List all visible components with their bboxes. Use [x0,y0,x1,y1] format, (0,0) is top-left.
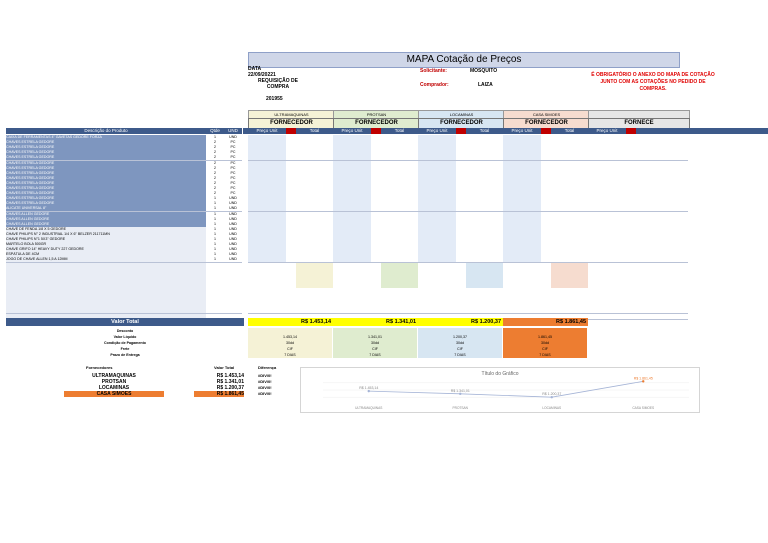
item-und: UND [224,201,242,207]
item-description: CHAVES ESTRELA GEDORE [6,176,206,182]
price-cell [588,314,688,320]
item-qtde: 2 [206,186,224,192]
item-und: UND [224,242,242,248]
item-qtde: 2 [206,155,224,161]
item-qtde: 1 [206,242,224,248]
item-description: CHAVES ESTRELA GEDORE [6,186,206,192]
item-und: UND [224,252,242,258]
item-und: UND [224,232,242,238]
item-qtde: 1 [206,135,224,141]
item-description: CHAVES ALLEN GEDORE [6,222,206,228]
supplier-total-value: R$ 1.200,37 [418,318,503,326]
supplier-name: CASA SIMOES [503,110,590,119]
condition-value: CIF [418,346,502,353]
item-qtde: 1 [206,257,224,263]
item-und: PC [224,140,242,146]
item-und: UND [224,222,242,228]
item-description: CHAVES ESTRELA GEDORE [6,171,206,177]
chart-panel [300,367,700,413]
condition-value: 1.200,37 [418,334,502,341]
item-description: CHAVES ESTRELA GEDORE [6,155,206,161]
summary-value: R$ 1.453,14 [194,373,244,379]
summary-value: R$ 1.861,45 [194,391,244,397]
col-total: Total [381,128,419,134]
comprador-value: LAIZA [478,82,493,88]
condition-value: 1.861,45 [503,334,587,341]
supplier-total-value: R$ 1.453,14 [248,318,333,326]
column-header-bar [6,128,768,134]
chart-x-tick-label: LOCAMINAS [542,406,562,410]
item-und: PC [224,171,242,177]
col-preco-unit: Preço Unit [333,128,372,134]
chart-x-tick-label: PROTSAN [452,406,468,410]
item-description: CHAVES ESTRELA GEDORE [6,145,206,151]
item-qtde: 2 [206,140,224,146]
condition-value: 30dd [503,340,587,347]
item-und: UND [224,206,242,212]
item-qtde: 1 [206,227,224,233]
condition-value: CIF [503,346,587,353]
comprador-label: Comprador: [420,82,449,88]
item-und: UND [224,237,242,243]
item-qtde: 1 [206,222,224,228]
chart-title: Título do Gráfico [481,371,519,377]
condition-value: 7 DIAS [418,352,502,359]
supplier-label: FORNECEDOR [333,118,420,129]
item-qtde: 2 [206,150,224,156]
item-und: PC [224,145,242,151]
chart-series-line [369,381,644,397]
item-description: CHAVE DE FENDA 1/8 X 5 GEDORE [6,227,206,233]
supplier-total-value: R$ 1.341,01 [333,318,418,326]
item-description: CHAVES ESTRELA GEDORE [6,150,206,156]
item-description: MARTELO BOLA 500GR [6,242,206,248]
supplier-label: FORNECEDOR [418,118,505,129]
summary-supplier-name: PROTSAN [64,379,164,385]
item-und: UND [224,257,242,263]
item-qtde: 1 [206,217,224,223]
item-qtde: 1 [206,252,224,258]
item-und: UND [224,196,242,202]
data-value: 22/09/20221 [248,72,276,78]
col-preco-unit: Preço Unit [503,128,542,134]
chart-point [551,396,553,398]
chart-x-tick-label: ULTRAMAQUINAS [355,406,383,410]
chart-point [459,393,461,395]
col-total: Total [466,128,504,134]
col-descricao: Descrição do Produto [6,128,207,134]
supplier-name: PROTSAN [333,110,420,119]
summary-diff: #DIV/0! [258,391,272,396]
summary-value: R$ 1.341,01 [194,379,244,385]
item-description: ALICATE UNIVERSAL 8" [6,206,206,212]
item-und: PC [224,161,242,167]
chart-data-label: R$ 1.861,45 [633,376,653,381]
supplier-label: FORNECEDOR [503,118,590,129]
col-preco-unit: Preço Unit [588,128,627,134]
condition-value: CIF [333,346,417,353]
item-und: PC [224,181,242,187]
item-description: CHAVES ESTRELA GEDORE [6,201,206,207]
summary-diff: #DIV/0! [258,379,272,384]
item-qtde: 1 [206,237,224,243]
summary-supplier-name: CASA SIMOES [64,391,164,397]
condition-value: 7 DIAS [503,352,587,359]
condition-label: Frete [120,347,130,351]
condition-value: 30dd [333,340,417,347]
summary-diff: #DIV/0! [258,373,272,378]
item-qtde: 1 [206,212,224,218]
item-description: CAIXA DE FERRAMENTAS 4" GAVETAS GEDORE FORZA [6,135,206,141]
item-und: UND [224,227,242,233]
col-total: Total [551,128,589,134]
col-und: UND [224,128,243,134]
col-total: Total [296,128,334,134]
col-flag-marker [456,128,466,134]
item-description: JOGO DE CHAVE ALLEN 1,5 A 12MM [6,257,206,263]
col-preco-unit: Preço Unit [418,128,457,134]
item-und: UND [224,247,242,253]
chart-x-tick-label: CASA SIMOES [632,406,655,410]
item-description: CHAVES ESTRELA GEDORE [6,166,206,172]
item-und: PC [224,150,242,156]
item-qtde: 2 [206,171,224,177]
condition-value: 30dd [418,340,502,347]
price-chart [301,368,699,412]
item-qtde: 1 [206,201,224,207]
summary-value: R$ 1.200,37 [194,385,244,391]
supplier-total-value: R$ 1.861,45 [503,318,588,326]
item-description: CHAVE PHILIPS N°1 5X3" GEDORE [6,237,206,243]
col-flag-marker [541,128,551,134]
item-description: ESPÁTULA DE 4CM [6,252,206,258]
item-qtde: 2 [206,176,224,182]
valor-total-label: Valor Total [111,319,139,325]
condition-value: 1.341,01 [333,334,417,341]
condition-value: 7 DIAS [248,352,332,359]
item-und: PC [224,191,242,197]
valor-total-row [6,318,244,326]
item-description: CHAVES ESTRELA GEDORE [6,191,206,197]
item-qtde: 2 [206,166,224,172]
summary-header-valor: Valor Total [214,365,235,370]
condition-value: 1.453,14 [248,334,332,341]
item-description: CHAVES ALLEN GEDORE [6,217,206,223]
item-description: CHAVES ESTRELA GEDORE [6,181,206,187]
item-und: PC [224,166,242,172]
condition-label: Desconto [116,329,134,333]
item-qtde: 1 [206,196,224,202]
item-qtde: 1 [206,247,224,253]
item-und: PC [224,155,242,161]
item-und: PC [224,176,242,182]
requisicao-value: 201955 [266,96,283,102]
item-und: UND [224,212,242,218]
warning-text: É OBRIGATÓRIO O ANEXO DO MAPA DE COTAÇÃO JUNTO COM AS COTAÇÕES NO PEDIDO DE COMPRAS. [591,72,715,92]
supplier-name: LOCAMINAS [418,110,505,119]
item-qtde: 1 [206,232,224,238]
page-title: MAPA Cotação de Preços [248,52,680,68]
supplier-name: ULTRAMAQUINAS [248,110,335,119]
summary-header-fornecedores: Fornecedores [86,365,113,370]
summary-supplier-name: ULTRAMAQUINAS [64,373,164,379]
item-qtde: 2 [206,181,224,187]
item-description: CHAVES ESTRELA GEDORE [6,161,206,167]
chart-data-label: R$ 1.341,01 [450,388,470,393]
chart-data-label: R$ 1.453,14 [359,386,379,391]
item-description: CHAVES ESTRELA GEDORE [6,140,206,146]
condition-value: CIF [248,346,332,353]
condition-label: Condição de Pagamento [104,341,146,345]
col-preco-unit: Preço Unit [248,128,287,134]
item-description: CHAVES ESTRELA GEDORE [6,196,206,202]
item-description: CHAVE PHILIPS N° 2 INDUSTRIAL 1/4 X 6" BELZER 211711MN [6,232,206,238]
supplier-label: FORNECEDOR [248,118,335,129]
item-und: PC [224,186,242,192]
item-qtde: 2 [206,191,224,197]
item-qtde: 1 [206,206,224,212]
condition-label: Valor Líquido [113,335,137,339]
solicitante-label: Solicitante: [420,68,447,74]
requisicao-label: REQUISIÇÃO DE COMPRA [257,78,298,90]
item-qtde: 2 [206,161,224,167]
col-flag-marker [371,128,381,134]
solicitante-value: MOSQUITO [470,68,498,74]
condition-value: 7 DIAS [333,352,417,359]
condition-value: 30dd [248,340,332,347]
col-qtde: Qtde [206,128,225,134]
summary-diff: #DIV/0! [258,385,272,390]
item-und: UND [224,135,242,141]
summary-supplier-name: LOCAMINAS [64,385,164,391]
chart-point [368,390,370,392]
item-qtde: 2 [206,145,224,151]
supplier-label: FORNECE [588,118,690,129]
chart-data-label: R$ 1.200,37 [542,392,562,397]
item-description: CHAVES ALLEN GEDORE [6,212,206,218]
data-label: DATA [248,66,262,72]
summary-header-diferenca: Diferença [258,365,277,370]
chart-point [642,380,644,382]
col-flag-marker [626,128,636,134]
item-description: CHAVE GRIFO 14" HEAVY DUTY 227 GEDORE [6,247,206,253]
item-und: UND [224,217,242,223]
col-flag-marker [286,128,296,134]
condition-label: Prazo de Entrega [110,353,140,357]
